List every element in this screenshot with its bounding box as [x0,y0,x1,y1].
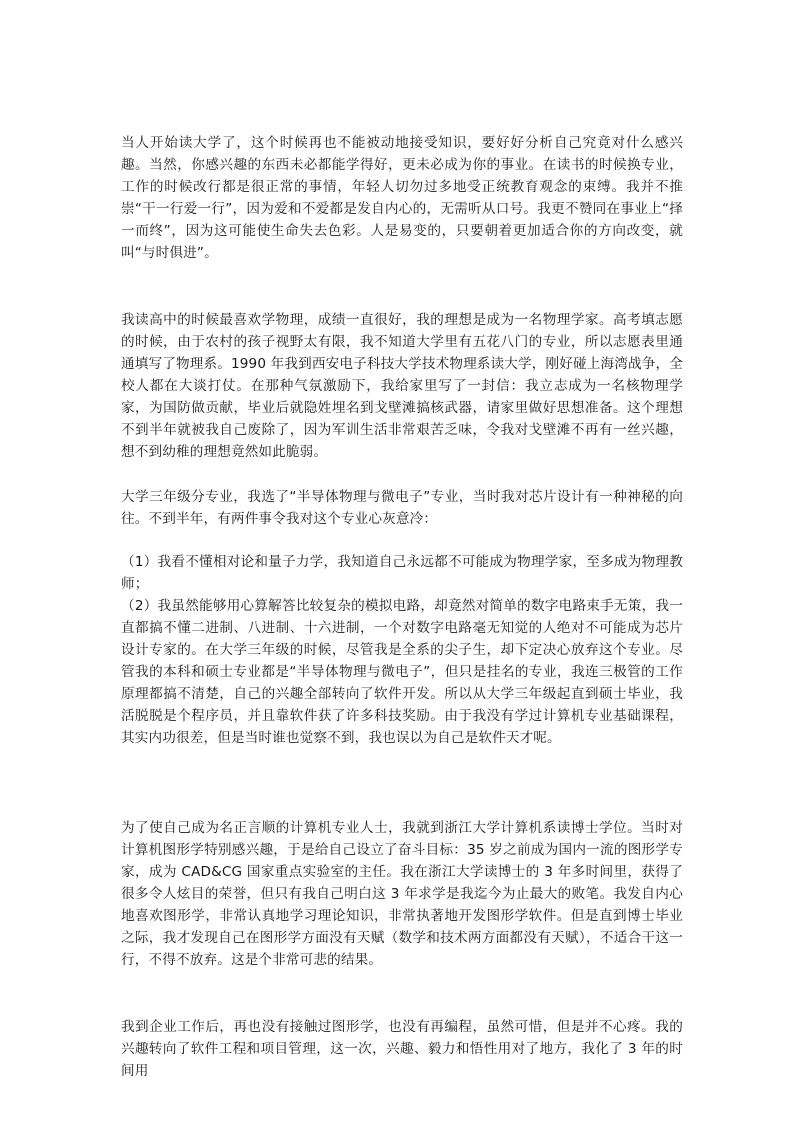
paragraph-2: 我读高中的时候最喜欢学物理，成绩一直很好，我的理想是成为一名物理学家。高考填志愿的时候，由于农村的孩子视野太有限，我不知道大学里有五花八门的专业，所以志愿表里通通填写了物理系。1990 年我到西安电子科技大学技术物理系读大学，刚好碰上海湾战争，全校人都在大谈打仗。在那种气氛激励下，我给家里写了一封信：我立志成为一名核物理学家，为国防做贡献，毕业后就隐姓埋名到戈壁滩搞核武器，请家里做好思想准备。这个理想不到半年就被我自己废除了，因为军训生活非常艰苦乏味，令我对戈壁滩不再有一丝兴趣，想不到幼稚的理想竟然如此脆弱。 [121,312,683,460]
paragraph-6: 我到企业工作后，再也没有接触过图形学，也没有再编程，虽然可惜，但是并不心疼。我的兴趣转向了软件工程和项目管理，这一次，兴趣、毅力和悟性用对了地方，我化了 3 年的时间用 [121,1019,683,1079]
paragraph-5: 为了使自己成为名正言顺的计算机专业人士，我就到浙江大学计算机系读博士学位。当时对计算机图形学特别感兴趣，于是给自己设立了奋斗目标：35 岁之前成为国内一流的图形学专家，成为 CAD&CG 国家重点实验室的主任。我在浙江大学读博士的 3 年多时间里，获得了很多令人炫目的荣誉，但只有我自己明白这 3 年求学是我迄今为止最大的败笔。我发自内心地喜欢图形学，非常认真地学习理论知识，非常执著地开发图形学软件。但是直到博士毕业之际，我才发现自己在图形学方面没有天赋（数学和技术两方面都没有天赋），不适合干这一行，不得不放弃。这是个非常可悲的结果。 [121,820,683,968]
paragraph-3: 大学三年级分专业，我选了“半导体物理与微电子”专业，当时我对芯片设计有一种神秘的向往。不到半年，有两件事令我对这个专业心灰意冷： [121,489,683,527]
paragraph-1: 当人开始读大学了，这个时候再也不能被动地接受知识，要好好分析自己究竟对什么感兴趣。当然，你感兴趣的东西未必都能学得好，更未必成为你的事业。在读书的时候换专业，工作的时候改行都是很正常的事情，年轻人切勿过多地受正统教育观念的束缚。我并不推崇“干一行爱一行”，因为爱和不爱都是发自内心的，无需听从口号。我更不赞同在事业上“择一而终”，因为这可能使生命失去色彩。人是易变的，只要朝着更加适合你的方向改变，就叫“与时俱进”。 [121,135,683,261]
paragraph-4: （1）我看不懂相对论和量子力学，我知道自己永远都不可能成为物理学家，至多成为物理教师； （2）我虽然能够用心算解答比较复杂的模拟电路，却竟然对简单的数字电路束手无策，我一直都搞不懂二进制、八进制、十六进制，一个对数字电路毫无知觉的人绝对不可能成为芯片设计专家的。在大学三年级的时候，尽管我是全系的尖子生，却下定决心放弃这个专业。尽管我的本科和硕士专业都是“半导体物理与微电子”，但只是挂名的专业，我连三极管的工作原理都搞不清楚，自己的兴趣全部转向了软件开发。所以从大学三年级起直到硕士毕业，我活脱脱是个程序员，并且靠软件获了许多科技奖励。由于我没有学过计算机专业基础课程，其实内功很差，但是当时谁也觉察不到，我也误以为自己是软件天才呢。 [121,554,683,746]
